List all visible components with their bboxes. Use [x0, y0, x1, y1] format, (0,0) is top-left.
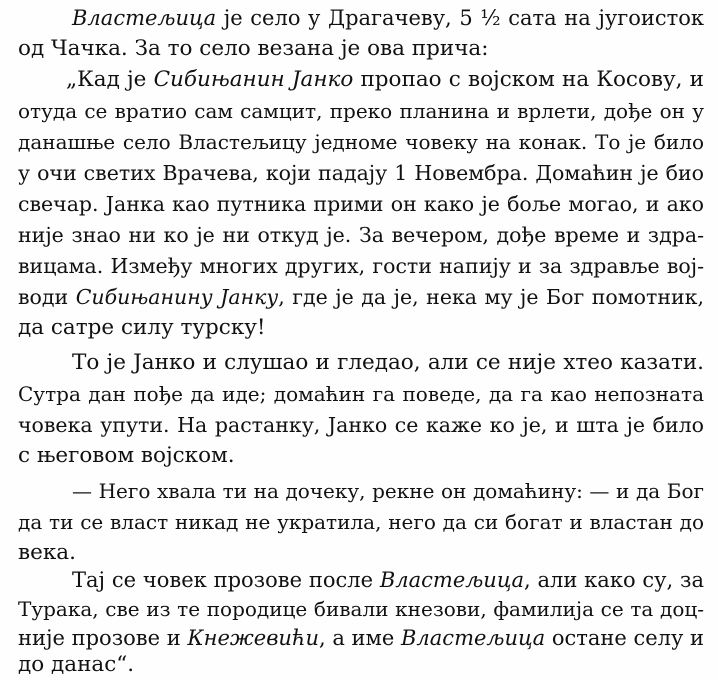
text-line: [18, 189, 704, 219]
text-line: [18, 379, 704, 409]
text-line: [18, 650, 704, 680]
text-line: [18, 507, 704, 537]
italic-village-name: Властељица: [379, 568, 524, 592]
text-span: пропао с војском на Косову, и: [353, 67, 704, 92]
text-span: Тај се човек прозове после: [72, 568, 380, 592]
text-span: је село у Драгачеву, 5 ½ сата на југоисток: [216, 6, 704, 30]
text-line: [18, 313, 704, 343]
text-span: , где је да је, нека му је Бог помотник,: [278, 285, 704, 309]
text-line: [72, 3, 704, 33]
text-span: до данас“.: [18, 652, 135, 677]
text-line: [18, 34, 704, 64]
italic-village-name: Властељица: [72, 6, 217, 30]
text-line: [72, 348, 704, 378]
text-span: да ти се власт никад не укратила, него да си богат и властан до: [18, 510, 704, 534]
text-line: [18, 220, 704, 250]
text-span: свечар. Јанка као путника прими он како је боље могао, и ако: [18, 192, 704, 216]
text-span: Турака, све из те породице бивали кнезови, фамилија се та доц-: [18, 597, 704, 621]
text-line: [72, 565, 704, 595]
italic-hero-name: Сибињанин Јанко: [153, 67, 354, 92]
text-span: вицама. Између многих других, гости напију и за здравље вој-: [18, 254, 704, 278]
text-line: [18, 96, 704, 126]
text-span: од Чачка. За то село везана је ова прича:: [18, 36, 489, 61]
text-span: отуда се вратио сам самцит, преко планина и врлети, дође он у: [18, 99, 704, 123]
text-span: човека упути. На растанку, Јанко се каже ко је, и шта је било: [18, 413, 704, 437]
text-span: да сатре силу турску!: [18, 315, 266, 340]
text-span: — Него хвала ти на дочеку, рекне он домаћину: — и да Бог: [72, 479, 704, 503]
text-span: , а име: [319, 626, 401, 650]
text-line: [18, 441, 704, 471]
text-span: остане селу и: [545, 626, 705, 650]
text-span: у очи светих Врачева, који падају 1 Новембра. Домаћин је био: [18, 161, 704, 185]
text-line: [18, 538, 704, 568]
text-line: [18, 594, 704, 624]
text-span: води: [18, 285, 76, 309]
text-span: „Кад је: [66, 67, 154, 92]
italic-village-name: Властељица: [400, 626, 546, 650]
text-line: [18, 410, 704, 440]
text-span: То је Јанко и слушао и гледао, али се није хтео казати.: [72, 350, 704, 375]
italic-hero-name: Сибињанину Јанку: [75, 285, 279, 309]
text-line: [18, 251, 704, 281]
text-span: данашње село Властељицу једноме човеку на конак. То је било: [18, 130, 704, 154]
text-line: [18, 623, 704, 653]
italic-family-name: Кнежевићи: [187, 626, 319, 650]
text-span: није прозове и: [18, 626, 188, 650]
text-span: века.: [18, 540, 76, 565]
text-line: [18, 158, 704, 188]
text-span: није знао ни ко је ни откуд је. За вечером, дође време и здра-: [18, 223, 704, 247]
text-span: с његовом војском.: [18, 443, 235, 468]
text-line: [18, 127, 704, 157]
text-span: , али како су, за: [524, 568, 704, 592]
text-line: [18, 282, 704, 312]
text-span: Сутра дан пође да иде; домаћин га поведе, да га као непозната: [18, 382, 704, 406]
text-line: [66, 65, 704, 95]
text-line: [72, 476, 704, 506]
